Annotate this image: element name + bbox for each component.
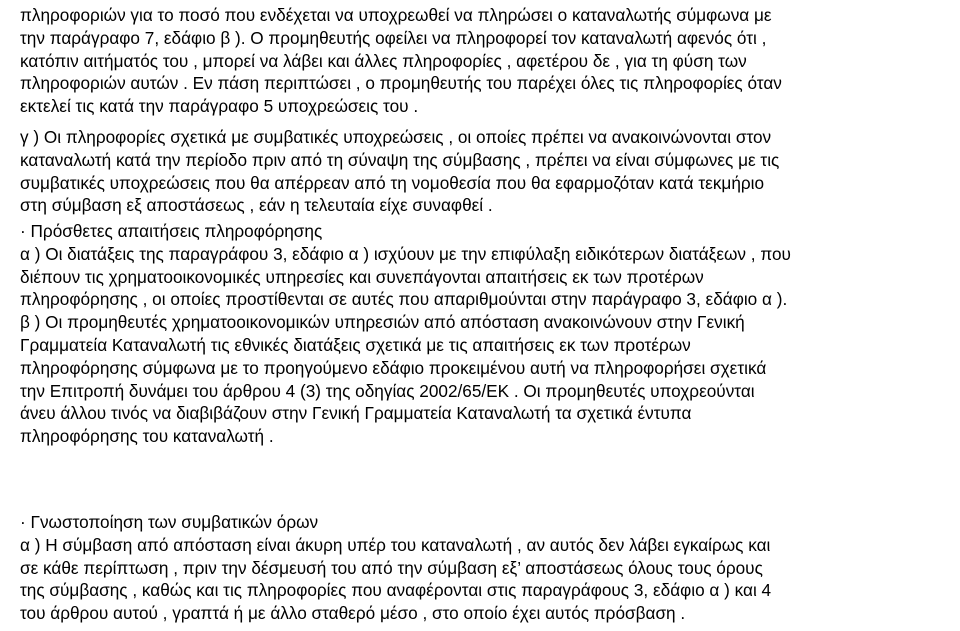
text-line: Γραμματεία Καταναλωτή τις εθνικές διατάξεις σχετικά με τις απαιτήσεις εκ των προτέρων bbox=[20, 334, 691, 355]
text-line: στη σύμβαση εξ αποστάσεως , εάν η τελευταία είχε συναφθεί . bbox=[20, 195, 493, 216]
text-line: την Επιτροπή δυνάμει του άρθρου 4 (3) της οδηγίας 2002/65/ΕΚ . Οι προμηθευτές υποχρεούνται bbox=[20, 380, 755, 401]
text-line: συμβατικές υποχρεώσεις που θα απέρρεαν από τη νομοθεσία που θα εφαρμοζόταν κατά τεκμήριο bbox=[20, 172, 765, 193]
text-line: του άρθρου αυτού , γραπτά ή με άλλο σταθερό μέσο , στο οποίο έχει αυτός πρόσβαση . bbox=[20, 603, 686, 624]
text-line: πληροφοριών αυτών . Εν πάση περιπτώσει , ο προμηθευτής του παρέχει όλες τις πληροφορίες όταν bbox=[20, 73, 782, 94]
text-line: γ ) Οι πληροφορίες σχετικά με συμβατικές υποχρεώσεις , οι οποίες πρέπει να ανακοινώνονται στον bbox=[20, 127, 772, 147]
section-notification-of-contract-terms bbox=[20, 511, 955, 625]
section-heading: · Γνωστοποίηση των συμβατικών όρων bbox=[20, 512, 319, 532]
text-line: της σύμβασης , καθώς και τις πληροφορίες που αναφέρονται στις παραγράφους 3, εδάφιο α ) και 4 bbox=[20, 580, 772, 601]
text-line: α ) Οι διατάξεις της παραγράφου 3, εδάφιο α ) ισχύουν με την επιφύλαξη ειδικότερων διατάξεων , που bbox=[20, 243, 791, 264]
text-line: πληροφόρησης σύμφωνα με το προηγούμενο εδάφιο προκειμένου αυτή να πληροφορήσει σχετικά bbox=[20, 357, 767, 378]
text-line: καταναλωτή κατά την περίοδο πριν από τη σύναψη της σύμβασης , πρέπει να είναι σύμφωνες με τις bbox=[20, 149, 780, 170]
text-line: πληροφόρησης , οι οποίες προστίθενται σε αυτές που απαριθμούνται στην παράγραφο 3, εδάφιο α ). bbox=[20, 289, 788, 310]
paragraph-information-obligations bbox=[20, 4, 955, 118]
text-line: άνευ άλλου τινός να διαβιβάζουν στην Γενική Γραμματεία Καταναλωτή τα σχετικά έντυπα bbox=[20, 403, 692, 424]
text-line: κατόπιν αιτήματός του , μπορεί να λάβει και άλλες πληροφορίες , αφετέρου δε , για τη φύση των bbox=[20, 50, 747, 71]
section-heading: · Πρόσθετες απαιτήσεις πληροφόρησης bbox=[20, 221, 323, 241]
text-line: την παράγραφο 7, εδάφιο β ). Ο προμηθευτής οφείλει να πληροφορεί τον καταναλωτή αφενός ότι , bbox=[20, 27, 767, 48]
text-line: α ) Η σύμβαση από απόσταση είναι άκυρη υπέρ του καταναλωτή , αν αυτός δεν λάβει εγκαίρως και bbox=[20, 534, 771, 555]
paragraph-gamma-contractual-obligations bbox=[20, 126, 955, 217]
text-line: εκτελεί τις κατά την παράγραφο 5 υποχρεώσεις του . bbox=[20, 96, 419, 117]
text-line: β ) Οι προμηθευτές χρηματοοικονομικών υπηρεσιών από απόσταση ανακοινώνουν στην Γενική bbox=[20, 312, 745, 333]
text-line: διέπουν τις χρηματοοικονομικές υπηρεσίες και συνεπάγονται απαιτήσεις εκ των προτέρων bbox=[20, 266, 704, 287]
text-line: πληροφόρησης του καταναλωτή . bbox=[20, 426, 274, 447]
text-line: πληροφοριών για το ποσό που ενδέχεται να υποχρεωθεί να πληρώσει ο καταναλωτής σύμφωνα με bbox=[20, 5, 772, 25]
text-line: σε κάθε περίπτωση , πριν την δέσμευσή του από την σύμβαση εξ’ αποστάσεως όλους τους όρους bbox=[20, 557, 763, 578]
section-additional-information-requirements bbox=[20, 220, 955, 448]
